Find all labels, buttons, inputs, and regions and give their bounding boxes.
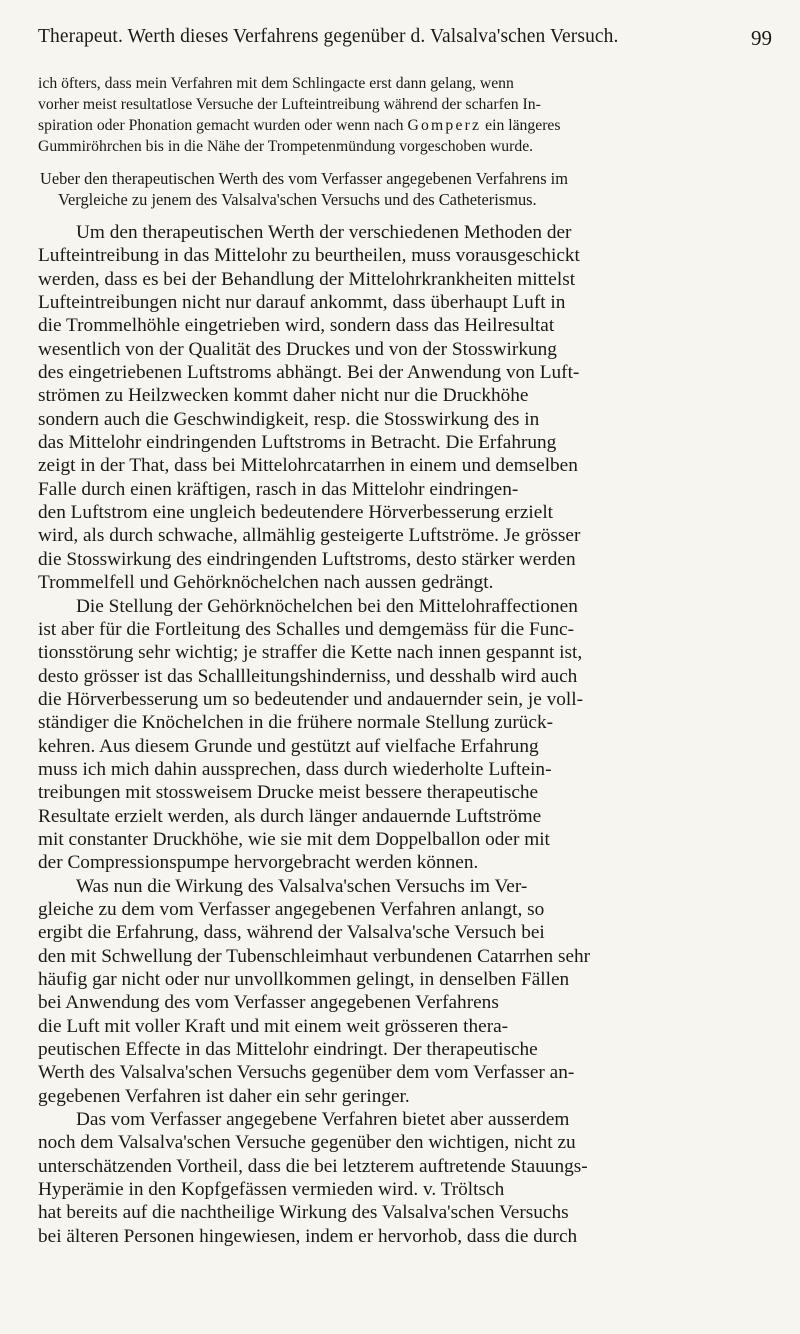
page-number: 99 — [751, 26, 772, 50]
body-line: peutischen Effecte in das Mittelohr eindringt. Der therapeutische — [38, 1039, 538, 1061]
body-line: strömen zu Heilzwecken kommt daher nicht nur die Druckhöhe — [38, 385, 529, 407]
body-line: Trommelfell und Gehörknöchelchen nach aussen gedrängt. — [38, 572, 494, 594]
intro-line: spiration oder Phonation gemacht wurden oder wenn nach Gomperz ein längeres — [38, 117, 561, 134]
body-line: der Compressionspumpe hervorgebracht werden können. — [38, 852, 479, 874]
body-line: die Stosswirkung des eindringenden Luftstroms, desto stärker werden — [38, 548, 576, 570]
body-line: ständiger die Knöchelchen in die frühere normale Stellung zurück- — [38, 712, 554, 734]
section-heading-line: Vergleiche zu jenem des Valsalva'schen Versuchs und des Catheterismus. — [58, 190, 537, 209]
body-line: den Luftstrom eine ungleich bedeutendere Hörverbesserung erzielt — [38, 502, 554, 524]
body-line: Die Stellung der Gehörknöchelchen bei den Mittelohraffectionen — [76, 595, 578, 617]
body-line: ergibt die Erfahrung, dass, während der Valsalva'sche Versuch bei — [38, 922, 545, 944]
intro-paragraph — [38, 73, 780, 157]
intro-line: ich öfters, dass mein Verfahren mit dem Schlingacte erst dann gelang, wenn — [38, 75, 514, 92]
body-line: die Luft mit voller Kraft und mit einem weit grösseren thera- — [38, 1015, 509, 1037]
body-line: desto grösser ist das Schallleitungshinderniss, und desshalb wird auch — [38, 665, 578, 687]
body-line: tionsstörung sehr wichtig; je straffer die Kette nach innen gespannt ist, — [38, 642, 583, 664]
body-line: noch dem Valsalva'schen Versuche gegenüber den wichtigen, nicht zu — [38, 1132, 576, 1154]
body-line: unterschätzenden Vortheil, dass die bei letzterem auftretende Stauungs- — [38, 1155, 588, 1177]
body-line: Um den therapeutischen Werth der verschiedenen Methoden der — [76, 222, 572, 243]
body-line: des eingetriebenen Luftstroms abhängt. Bei der Anwendung von Luft- — [38, 362, 580, 384]
body-line: bei Anwendung des vom Verfasser angegebenen Verfahrens — [38, 992, 499, 1014]
intro-line: vorher meist resultatlose Versuche der Lufteintreibung während der scharfen In- — [38, 96, 541, 113]
body-line: treibungen mit stossweisem Drucke meist bessere therapeutische — [38, 782, 539, 804]
body-line: häufig gar nicht oder nur unvollkommen gelingt, in denselben Fällen — [38, 969, 570, 990]
body-line: hat bereits auf die nachtheilige Wirkung des Valsalva'schen Versuchs — [38, 1202, 569, 1224]
body-line: zeigt in der That, dass bei Mittelohrcatarrhen in einem und demselben — [38, 455, 578, 477]
body-line: werden, dass es bei der Behandlung der Mittelohrkrankheiten mittelst — [38, 268, 576, 290]
section-heading-line: Ueber den therapeutischen Werth des vom Verfasser angegebenen Verfahrens im — [40, 169, 568, 188]
section-heading — [38, 168, 780, 210]
body-line: Werth des Valsalva'schen Versuchs gegenüber dem vom Verfasser an- — [38, 1062, 575, 1084]
running-header — [38, 26, 772, 58]
body-line: Hyperämie in den Kopfgefässen vermieden wird. v. Tröltsch — [38, 1179, 505, 1201]
body-line: muss ich mich dahin aussprechen, dass durch wiederholte Luftein- — [38, 758, 552, 780]
body-line: bei älteren Personen hingewiesen, indem er hervorhob, dass die durch — [38, 1225, 578, 1247]
body-line: ist aber für die Fortleitung des Schalles und demgemäss für die Func- — [38, 618, 575, 640]
body-line: das Mittelohr eindringenden Luftstroms in Betracht. Die Erfahrung — [38, 432, 557, 454]
body-line: Resultate erzielt werden, als durch länger andauernde Luftströme — [38, 805, 542, 827]
running-title: Therapeut. Werth dieses Verfahrens gegenüber d. Valsalva'schen Versuch. — [38, 26, 619, 47]
intro-line: Gummiröhrchen bis in die Nähe der Trompetenmündung vorgeschoben wurde. — [38, 138, 534, 155]
body-line: den mit Schwellung der Tubenschleimhaut verbundenen Catarrhen sehr — [38, 945, 591, 967]
body-line: wird, als durch schwache, allmählig gesteigerte Luftströme. Je grösser — [38, 525, 581, 547]
body-line: gleiche zu dem vom Verfasser angegebenen Verfahren anlangt, so — [38, 898, 545, 920]
body-line: Lufteintreibung in das Mittelohr zu beurtheilen, muss vorausgeschickt — [38, 245, 580, 267]
body-line: Was nun die Wirkung des Valsalva'schen Versuchs im Ver- — [76, 875, 528, 897]
body-line: Das vom Verfasser angegebene Verfahren bietet aber ausserdem — [76, 1109, 570, 1131]
body-line: Lufteintreibungen nicht nur darauf ankommt, dass überhaupt Luft in — [38, 292, 566, 314]
body-line: wesentlich von der Qualität des Druckes und von der Stosswirkung — [38, 338, 557, 360]
body-line: die Trommelhöhle eingetrieben wird, sondern dass das Heilresultat — [38, 315, 555, 337]
body-line: gegebenen Verfahren ist daher ein sehr geringer. — [38, 1085, 410, 1107]
body-line: mit constanter Druckhöhe, wie sie mit dem Doppelballon oder mit — [38, 828, 550, 850]
body-text — [38, 221, 780, 1248]
body-line: sondern auch die Geschwindigkeit, resp. die Stosswirkung des in — [38, 408, 540, 430]
body-line: Falle durch einen kräftigen, rasch in das Mittelohr eindringen- — [38, 478, 519, 500]
body-line: die Hörverbesserung um so bedeutender und andauernder sein, je voll- — [38, 688, 584, 710]
body-line: kehren. Aus diesem Grunde und gestützt auf vielfache Erfahrung — [38, 735, 539, 757]
